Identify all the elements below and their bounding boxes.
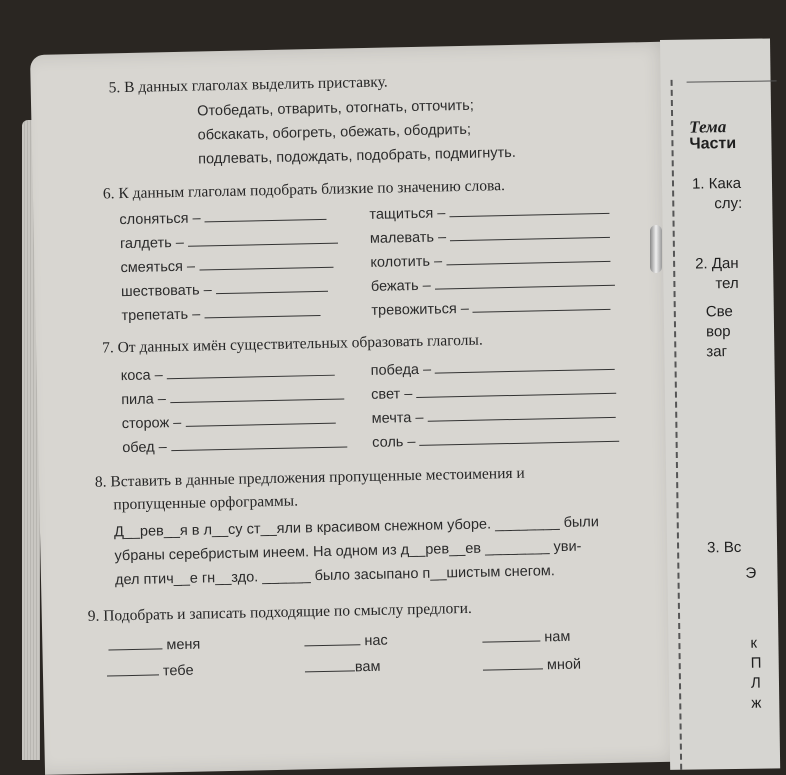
- task-8-sentence-line-1: Д__рев__я в л__су ст__яли в красивом снежном уборе. ________ были: [113, 514, 600, 541]
- answer-blank[interactable]: [435, 357, 615, 374]
- task-6-left-item: слоняться –: [119, 207, 327, 228]
- right-letter-p: П: [750, 654, 762, 672]
- answer-blank[interactable]: [185, 411, 335, 427]
- right-letter-e: Э: [745, 564, 757, 582]
- task-5-title: 5. В данных глаголах выделить приставку.: [108, 73, 388, 97]
- answer-blank[interactable]: [188, 231, 338, 247]
- answer-blank[interactable]: [450, 225, 610, 241]
- right-q2-line-2: тел: [715, 274, 739, 293]
- answer-blank[interactable]: [482, 628, 540, 642]
- spine-dashed-line: [671, 80, 683, 770]
- answer-blank[interactable]: [416, 381, 616, 398]
- right-q3-line: 3. Вс: [706, 538, 742, 557]
- header-rule: [687, 80, 777, 82]
- task-7-right-item: мечта –: [372, 405, 616, 427]
- task-6-right-item: малевать –: [370, 225, 610, 247]
- answer-blank[interactable]: [419, 429, 619, 446]
- answer-blank[interactable]: [204, 207, 326, 223]
- task-6-right-item: тащиться –: [369, 201, 609, 223]
- workbook-right-page: [660, 38, 780, 769]
- task-6-left-item: галдеть –: [120, 231, 338, 253]
- task-9-item: нас: [304, 632, 388, 651]
- task-6-left-item: трепетать –: [121, 303, 320, 324]
- task-7-left-item: пила –: [121, 387, 344, 409]
- right-parts-heading: Части: [689, 134, 737, 153]
- answer-blank[interactable]: [107, 662, 159, 676]
- task-8-sentence-line-3: дел птич__е гн__здо. ______ было засыпано п__шистым снегом.: [114, 563, 555, 589]
- answer-blank[interactable]: [216, 279, 328, 294]
- task-5-line-3: подлевать, подождать, подобрать, подмигнуть.: [198, 144, 516, 168]
- task-7-left-item: коса –: [121, 363, 335, 384]
- answer-blank[interactable]: [305, 658, 355, 672]
- answer-blank[interactable]: [199, 255, 333, 271]
- task-8-title-line-2: пропущенные орфограммы.: [113, 492, 299, 514]
- answer-blank[interactable]: [171, 434, 347, 451]
- right-theme-heading: Тема: [689, 117, 727, 137]
- task-6-left-item: смеяться –: [120, 255, 333, 276]
- task-8-title-line-1: 8. Вставить в данные предложения пропущенные местоимения и: [94, 464, 525, 491]
- task-7-right-item: победа –: [371, 357, 616, 379]
- task-7-right-item: свет –: [371, 381, 616, 403]
- task-9-item: вам: [305, 658, 381, 677]
- task-6-right-item: тревожиться –: [371, 297, 611, 319]
- answer-blank[interactable]: [427, 405, 615, 422]
- right-text-1: Све: [705, 303, 733, 321]
- task-9-item: тебе: [107, 662, 194, 681]
- answer-blank[interactable]: [108, 636, 162, 650]
- task-7-left-item: обед –: [122, 434, 347, 456]
- right-letter-k: к: [750, 634, 758, 652]
- task-5-line-2: обскакать, обогреть, обежать, ободрить;: [197, 121, 472, 144]
- binder-ring: [650, 225, 662, 273]
- task-9-item: мной: [483, 656, 582, 675]
- right-letter-zh: ж: [751, 694, 762, 712]
- task-5-line-1: Отобедать, отварить, отогнать, отточить;: [197, 97, 474, 120]
- task-7-right-item: соль –: [372, 429, 620, 451]
- right-letter-l: Л: [750, 674, 761, 692]
- task-7-title: 7. От данных имён существительных образовать глаголы.: [101, 331, 483, 357]
- right-text-2: вор: [705, 323, 731, 341]
- answer-blank[interactable]: [170, 387, 344, 404]
- right-text-3: заг: [706, 343, 728, 361]
- task-7-left-item: сторож –: [122, 411, 336, 432]
- right-q2-line-1: 2. Дан: [695, 254, 739, 273]
- task-6-right-item: бежать –: [371, 273, 615, 295]
- right-q1-line-2: слу:: [714, 194, 743, 213]
- task-6-right-item: колотить –: [370, 249, 610, 271]
- task-9-item: нам: [482, 628, 570, 647]
- answer-blank[interactable]: [435, 273, 615, 290]
- answer-blank[interactable]: [167, 363, 335, 380]
- answer-blank[interactable]: [449, 201, 609, 217]
- answer-blank[interactable]: [473, 297, 611, 313]
- right-q1-line-1: 1. Кака: [691, 174, 742, 193]
- answer-blank[interactable]: [204, 303, 320, 318]
- answer-blank[interactable]: [483, 656, 543, 670]
- workbook-left-page: [30, 42, 685, 775]
- task-9-title: 9. Подобрать и записать подходящие по смыслу предлоги.: [87, 599, 472, 625]
- task-6-left-item: шествовать –: [121, 279, 328, 300]
- answer-blank[interactable]: [446, 249, 610, 265]
- task-8-sentence-line-2: убраны серебристым инеем. На одном из д__рев__ев ________ уви-: [114, 538, 582, 565]
- answer-blank[interactable]: [304, 632, 360, 646]
- task-9-item: меня: [108, 636, 200, 655]
- task-6-title: 6. К данным глаголам подобрать близкие по значению слова.: [102, 177, 506, 203]
